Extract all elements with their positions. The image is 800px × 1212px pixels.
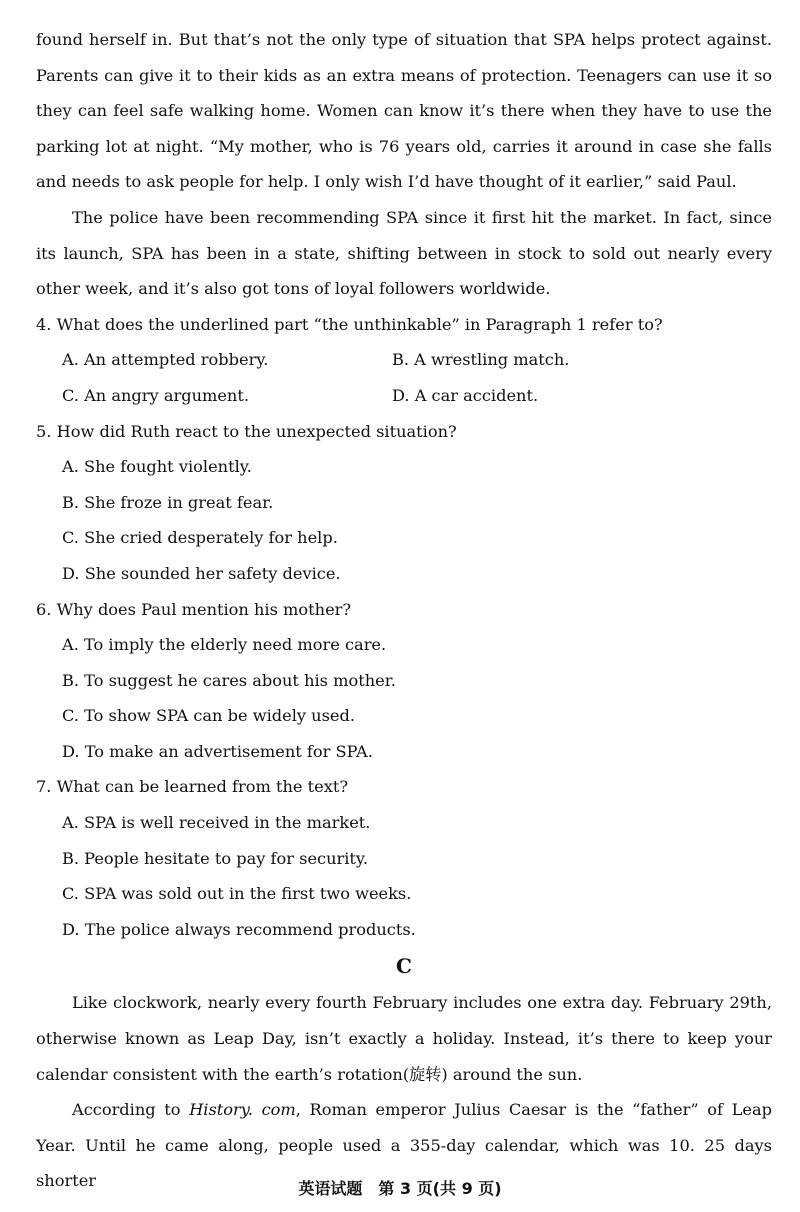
question-stem: 5. How did Ruth react to the unexpected situation?: [36, 421, 457, 441]
question-5: [36, 414, 772, 592]
option-a: A. To imply the elderly need more care.: [62, 635, 387, 655]
question-stem: 7. What can be learned from the text?: [36, 777, 349, 797]
page-footer: 英语试题 第 3 页(共 9 页): [298, 1179, 502, 1198]
option-a: A. An attempted robbery.: [62, 350, 269, 370]
option-d: D. She sounded her safety device.: [62, 563, 341, 583]
passage-b-paragraph: found herself in. But that’s not the only type of situation that SPA helps protect against. Parents can give it to their kids as an extra means of protection. Teenagers can use it so they can feel safe walking home. Women can know it’s there when they have to use the parking lot at night. “My mother, who is 76 years old, carries it around in case she falls and needs to ask people for help. I only wish I’d have thought of it earlier,” said Paul.: [36, 30, 772, 192]
passage-c-paragraph: Like clockwork, nearly every fourth February includes one extra day. February 29th, otherwise known as Leap Day, isn’t exactly a holiday. Instead, it’s there to keep your calendar consistent with the earth’s rotation(旋转) around the sun.: [36, 993, 772, 1084]
option-row: [62, 378, 772, 414]
question-stem: 4. What does the underlined part “the unthinkable” in Paragraph 1 refer to?: [36, 314, 663, 334]
paragraph-text: According to: [72, 1100, 190, 1120]
question-stem: 6. Why does Paul mention his mother?: [36, 599, 352, 619]
passage-b-paragraph: The police have been recommending SPA since it first hit the market. In fact, since its launch, SPA has been in a state, shifting between in stock to sold out nearly every other week, and it’s also got tons of loyal followers worldwide.: [36, 207, 772, 299]
question-7: [36, 769, 772, 947]
option-b: B. To suggest he cares about his mother.: [62, 670, 396, 690]
option-b: B. She froze in great fear.: [62, 492, 274, 512]
option-c: C. An angry argument.: [62, 385, 250, 405]
exam-page: [36, 22, 772, 1199]
option-row: [62, 342, 772, 378]
option-c: C. SPA was sold out in the first two weeks.: [62, 884, 412, 904]
question-4: [36, 307, 772, 414]
option-d: D. The police always recommend products.: [62, 919, 416, 939]
option-d: D. To make an advertisement for SPA.: [62, 741, 373, 761]
option-b: B. A wrestling match.: [392, 350, 570, 370]
option-d: D. A car accident.: [392, 385, 539, 405]
option-a: A. SPA is well received in the market.: [62, 813, 371, 833]
question-6: [36, 592, 772, 770]
option-c: C. To show SPA can be widely used.: [62, 706, 355, 726]
option-c: C. She cried desperately for help.: [62, 528, 338, 548]
option-b: B. People hesitate to pay for security.: [62, 848, 369, 868]
section-heading: C: [396, 954, 412, 979]
option-a: A. She fought violently.: [62, 457, 252, 477]
source-name: History. com: [189, 1100, 296, 1120]
paragraph-text: , Roman emperor Julius Caesar is the “father” of Leap Year. Until he came along, people used a 355-day calendar, which was 10. 25 days shorter: [36, 1100, 772, 1191]
